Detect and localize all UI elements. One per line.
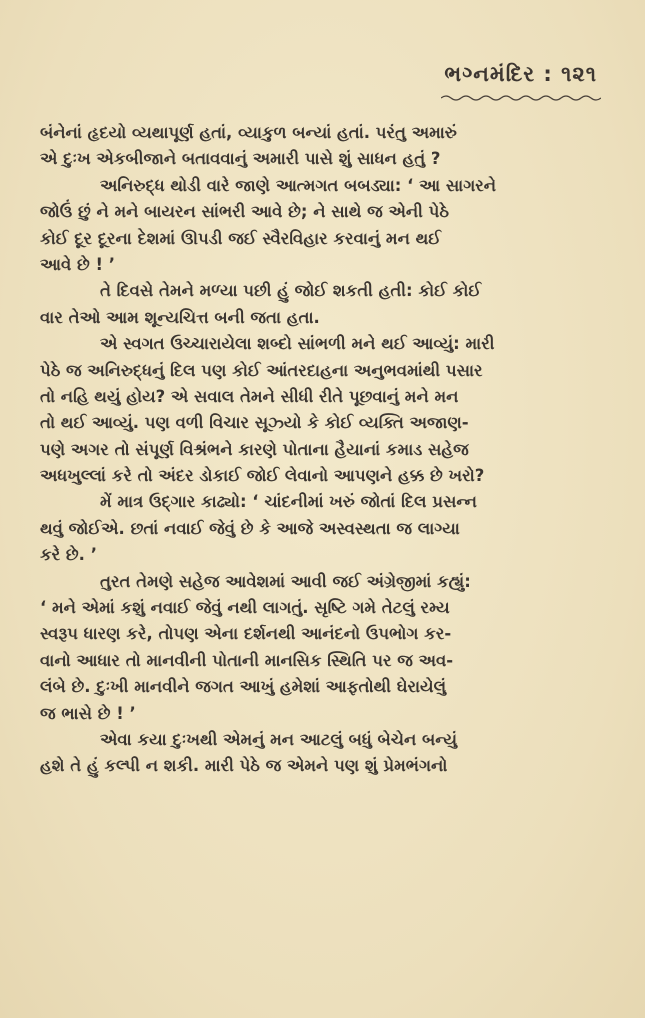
text-line: અધખુલ્લાં કરે તો અંદર ડોકાઈ જોઈ લેવાનો આપણને હક્ક છે ખરો?: [40, 466, 485, 486]
text-line: એવા કયા દુઃખથી એમનું મન આટલું બધું બેચેન બન્યું: [100, 729, 458, 749]
text-line: જ ભાસે છે ! ’: [40, 703, 136, 723]
text-line: પણે અગર તો સંપૂર્ણ વિશ્રંભને કારણે પોતાના હૈયાનાં કમાડ સહેજ: [40, 439, 469, 459]
text-line: પેઠે જ અનિરુદ્ધનું દિલ પણ કોઈ આંતરદાહના અનુભવમાંથી પસાર: [40, 360, 483, 380]
text-line: ‘ મને એમાં કશું નવાઈ જેવું નથી લાગતું. સૃષ્ટિ ગમે તેટલું રમ્ય: [40, 598, 450, 618]
text-line: સ્વરૂપ ધારણ કરે, તોપણ એના દર્શનથી આનંદનો ઉપભોગ કર-: [40, 624, 452, 644]
text-line: તુરત તેમણે સહેજ આવેશમાં આવી જઈ અંગ્રેજીમાં કહ્યું:: [100, 571, 471, 591]
text-line: લંબે છે. દુઃખી માનવીને જગત આખું હમેશાં આફતોથી ઘેરાયેલું: [40, 677, 447, 697]
text-line: કરે છે. ’: [40, 545, 97, 565]
text-line: એ સ્વગત ઉચ્ચારાયેલા શબ્દો સાંભળી મને થઈ આવ્યું: મારી: [100, 334, 495, 354]
text-line: એ દુઃખ એકબીજાને બતાવવાનું અમારી પાસે શું સાધન હતું ?: [40, 149, 441, 169]
text-line: તો નહિ થયું હોય? એ સવાલ તેમને સીધી રીતે પૂછવાનું મને મન: [40, 386, 459, 406]
text-line: હશે તે હું કલ્પી ન શકી. મારી પેઠે જ એમને પણ શું પ્રેમભંગનો: [40, 756, 448, 776]
text-line: આવે છે ! ’: [40, 254, 116, 274]
text-line: વાનો આધાર તો માનવીની પોતાની માનસિક સ્થિતિ પર જ અવ-: [40, 650, 454, 670]
text-line: મેં માત્ર ઉદ્ગાર કાઢ્યો: ‘ ચાંદનીમાં ખરું જોતાં દિલ પ્રસન્ન: [100, 492, 477, 512]
text-line: જોઉં છું ને મને બાયરન સાંભરી આવે છે; ને સાથે જ એની પેઠે: [40, 202, 449, 222]
text-line: કોઈ દૂર દૂરના દેશમાં ઊપડી જઈ સ્વૈરવિહાર કરવાનું મન થઈ: [40, 228, 442, 248]
text-line: થવું જોઈએ. છતાં નવાઈ જેવું છે કે આજે અસ્વસ્થતા જ લાગ્યા: [40, 518, 460, 538]
body-text: [40, 120, 608, 780]
text-line: વાર તેઓ આમ શૂન્યચિત્ત બની જતા હતા.: [40, 307, 320, 327]
text-line: બંનેનાં હૃદયો વ્યથાપૂર્ણ હતાં, વ્યાકુળ બન્યાં હતાં. પરંતુ અમારું: [40, 123, 457, 142]
running-head: ભગ્નમંદિર : ૧૨૧: [444, 62, 597, 86]
text-line: અનિરુદ્ધ થોડી વારે જાણે આત્મગત બબડ્યા: ‘ આ સાગરને: [100, 175, 497, 195]
text-line: તે દિવસે તેમને મળ્યા પછી હું જોઈ શકતી હતી: કોઈ કોઈ: [100, 281, 482, 301]
text-line: તો થઈ આવ્યું. પણ વળી વિચાર સૂઝ્યો કે કોઈ વ્યક્તિ અજાણ-: [40, 413, 469, 433]
header-wavy-rule: [441, 94, 601, 102]
